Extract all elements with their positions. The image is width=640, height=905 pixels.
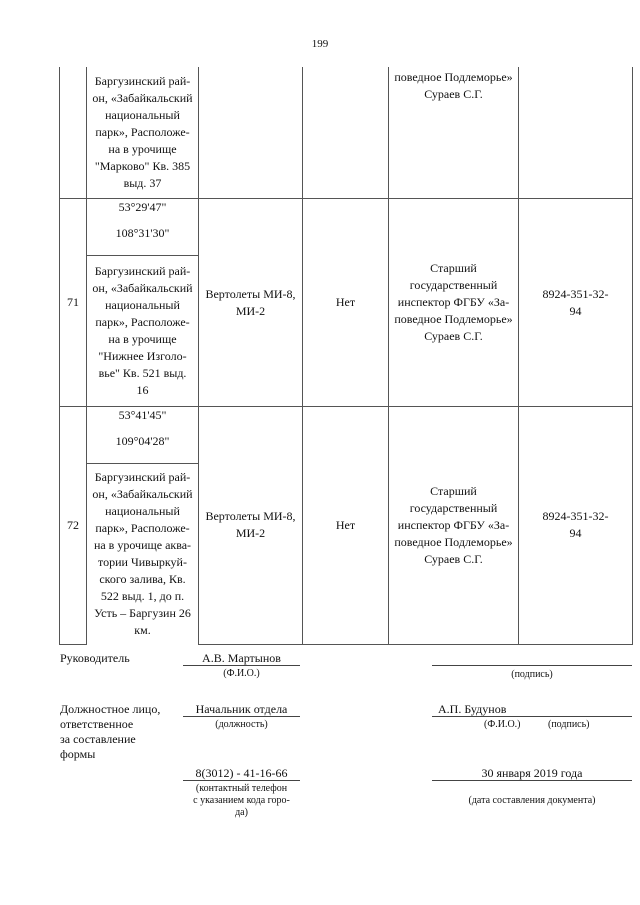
- inspector-cell: поведное Подлеморье» Сураев С.Г.: [389, 67, 519, 199]
- position: Начальник отдела: [195, 702, 288, 716]
- phone-line: [183, 780, 300, 781]
- official-sign-line: [432, 716, 632, 717]
- official-sign-caption: (подпись): [548, 719, 590, 730]
- head-name-line: [183, 665, 300, 666]
- date-caption: (дата составления документа): [468, 795, 596, 806]
- position-line: [183, 716, 300, 717]
- head-label: Руководитель: [60, 651, 130, 665]
- official-name: А.П. Будунов: [438, 702, 507, 716]
- location-cell: Баргузинский рай- он, «Забайкальский национальный парк», Расположе- на в урочище "Нижнее Изголо- вье" Кв. 521 выд. 16: [87, 256, 199, 407]
- inspector-cell: Старший государственный инспектор ФГБУ «За- поведное Подлеморье» Сураев С.Г.: [389, 407, 519, 645]
- table-row: [60, 199, 633, 256]
- date-line: [432, 780, 632, 781]
- row-number: 72: [60, 407, 87, 645]
- row-number: 71: [60, 199, 87, 407]
- phone-caption: (контактный телефон с указанием кода горо- да): [193, 783, 290, 818]
- document-date: 30 января 2019 года: [481, 766, 583, 780]
- availability-cell: Нет: [303, 199, 389, 407]
- contact-phone: 8(3012) - 41-16-66: [195, 766, 288, 780]
- table-row: [60, 67, 633, 199]
- coordinates-cell: 53°41'45" 109°04'28": [87, 407, 199, 464]
- inspector-cell: Старший государственный инспектор ФГБУ «За- поведное Подлеморье» Сураев С.Г.: [389, 199, 519, 407]
- aircraft-cell: Вертолеты МИ-8, МИ-2: [199, 199, 303, 407]
- official-label: Должностное лицо, ответственное за составление формы: [60, 702, 161, 761]
- phone-cell: 8924-351-32- 94: [519, 199, 633, 407]
- location-cell: Баргузинский рай- он, «Забайкальский национальный парк», Расположе- на в урочище аква- тории Чивыркуй- ского залива, Кв. 522 выд. 1, до п. Усть – Баргузин 26 км.: [87, 464, 199, 645]
- head-name: А.В. Мартынов: [202, 651, 281, 665]
- official-name-caption: (Ф.И.О.): [484, 719, 521, 730]
- position-caption: (должность): [215, 719, 268, 730]
- location-cell: Баргузинский рай- он, «Забайкальский национальный парк», Расположе- на в урочище "Марково" Кв. 385 выд. 37: [87, 67, 199, 199]
- landing-sites-table: [59, 67, 633, 645]
- head-sign-caption: (подпись): [511, 669, 553, 680]
- head-name-caption: (Ф.И.О.): [223, 668, 260, 679]
- aircraft-cell: Вертолеты МИ-8, МИ-2: [199, 407, 303, 645]
- table-row: [60, 407, 633, 464]
- phone-cell: 8924-351-32- 94: [519, 407, 633, 645]
- coordinates-cell: 53°29'47" 108°31'30": [87, 199, 199, 256]
- page-number: 199: [311, 38, 329, 50]
- head-sign-line: [432, 665, 632, 666]
- availability-cell: Нет: [303, 407, 389, 645]
